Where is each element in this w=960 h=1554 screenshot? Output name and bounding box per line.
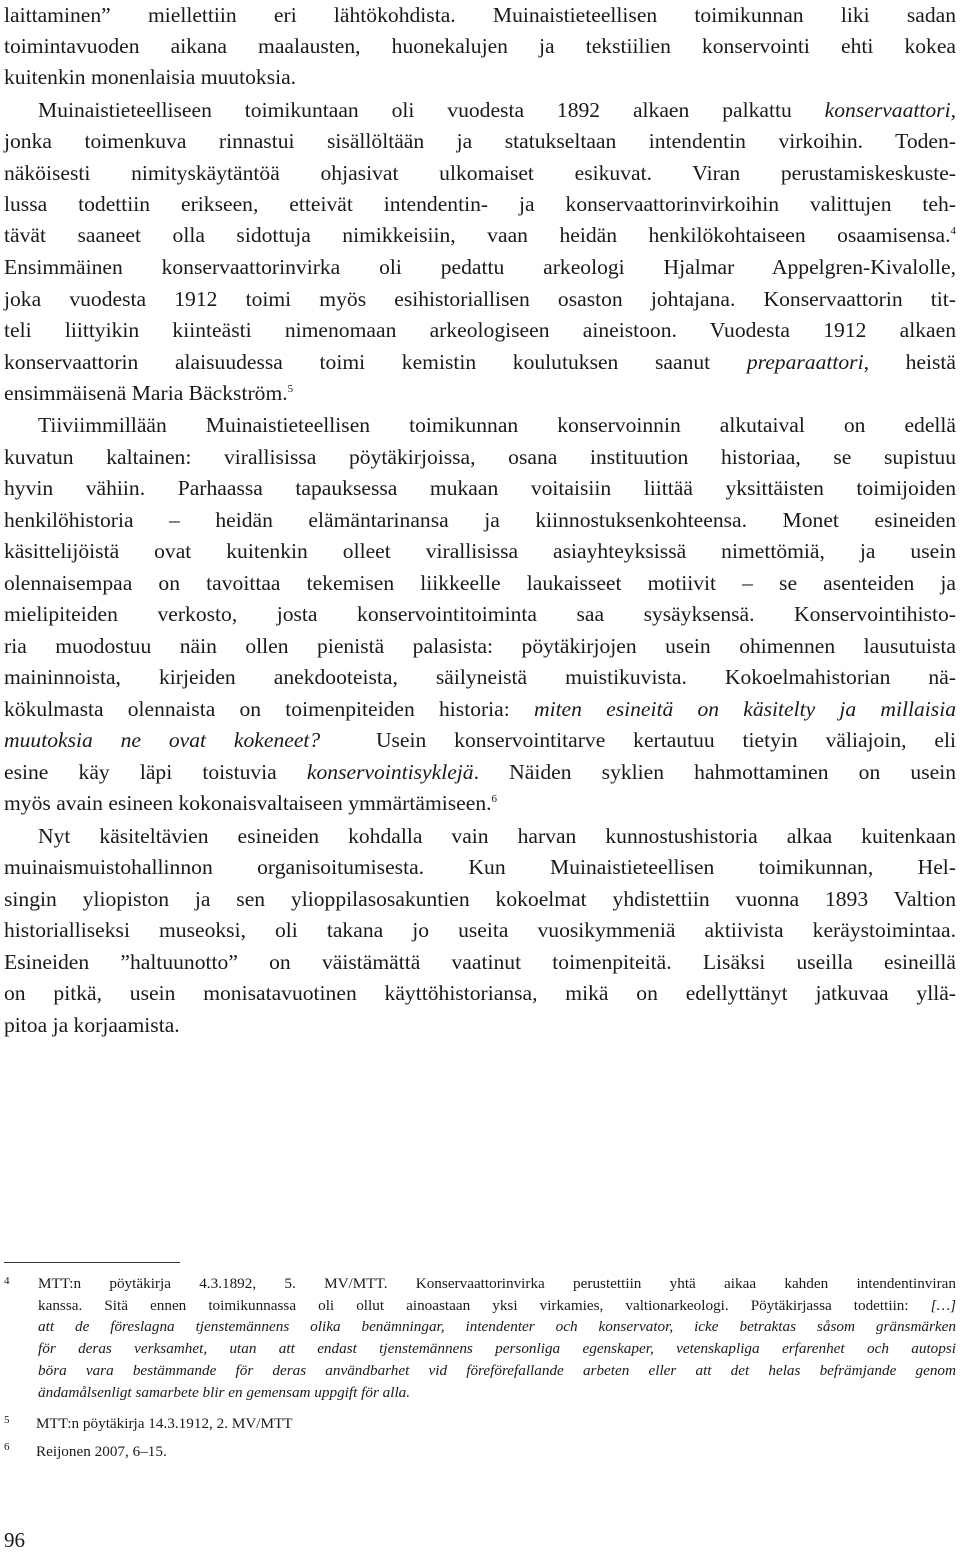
body-line: Esineiden ”haltuunotto” on väistämättä vaatinut toimenpiteitä. Lisäksi useilla esineillä xyxy=(4,950,956,974)
footnote-line xyxy=(38,1384,956,1402)
quoted-swedish: för deras verksamhet, utan att endast tjenstemännens personliga egenskaper, vetenskapliga erfarenhet och autopsi xyxy=(38,1340,956,1357)
body-line: muinaismuistohallinnon organisoitumisesta. Kun Muinaistieteellisen toimikunnan, Hel- xyxy=(4,855,956,879)
body-line: laittaminen” miellettiin eri lähtökohdista. Muinaistieteellisen toimikunnan liki sadan xyxy=(4,3,956,27)
body-line: Ensimmäinen konservaattorinvirka oli pedattu arkeologi Hjalmar Appelgren-Kivalolle, xyxy=(4,255,956,279)
body-line: joka vuodesta 1912 toimi myös esihistoriallisen osaston johtajana. Konservaattorin tit- xyxy=(4,287,956,311)
italic-question: miten esineitä on käsitelty ja millaisia xyxy=(533,697,956,721)
ellipsis-bracket: […] xyxy=(930,1297,956,1314)
body-line: kuitenkin monenlaisia muutoksia. xyxy=(4,65,297,89)
body-line: kuvatun kaltainen: virallisissa pöytäkirjoissa, osana instituution historiaa, se supistuu xyxy=(4,445,956,469)
footnote-ref: 4 xyxy=(950,225,956,237)
body-line: hyvin vähiin. Parhaassa tapauksessa mukaan voitaisiin liittää yksittäisten toimijoiden xyxy=(4,476,956,500)
footnote-line: MTT:n pöytäkirja 14.3.1912, 2. MV/MTT xyxy=(36,1415,293,1432)
body-line: lussa todettiin erikseen, etteivät intendentin- ja konservaattorinvirkoihin valittujen teh- xyxy=(4,192,956,216)
footnote-line: MTT:n pöytäkirja 4.3.1892, 5. MV/MTT. Konservaattorinvirka perustettiin yhtä aikaa kahden intendentinviran xyxy=(38,1275,956,1292)
footnote-ref: 6 xyxy=(491,793,498,805)
italic-term: konservaattori, xyxy=(824,98,956,122)
body-line: näköisesti nimityskäytäntöä ohjasivat ulkomaiset esikuvat. Viran perustamiskeskuste- xyxy=(4,161,956,185)
footnote-line xyxy=(38,1340,956,1358)
footnote-line xyxy=(38,1318,956,1336)
body-line: henkilöhistoria – heidän elämäntarinansa ja kiinnostuksenkohteensa. Monet esineiden xyxy=(4,508,956,532)
body-line: pitoa ja korjaamista. xyxy=(4,1013,180,1037)
footnote-line xyxy=(38,1362,956,1380)
footnote-line: kanssa. Sitä ennen toimikunnassa oli ollut ainoastaan yksi virkamies, valtionarkeologi. Pöytäkirjassa todettiin: […] xyxy=(38,1297,956,1314)
quoted-swedish: ändamålsenligt samarbete blir en gemensam uppgift för alla. xyxy=(38,1384,411,1401)
body-line: jonka toimenkuva rinnastui sisällöltään ja statukseltaan intendentin virkoihin. Toden- xyxy=(4,129,956,153)
body-line: konservaattorin alaisuudessa toimi kemistin koulutuksen saanut preparaattori, heistä xyxy=(4,350,957,374)
body-line: käsittelijöistä ovat kuitenkin olleet virallisissa asiayhteyksissä nimettömiä, ja usein xyxy=(4,539,956,563)
body-line: tävät saaneet olla sidottuja nimikkeisiin, vaan heidän henkilökohtaiseen osaamisensa.$^4$ xyxy=(4,223,956,247)
body-line: Tiiviimmillään Muinaistieteellisen toimikunnan konservoinnin alkutaival on edellä xyxy=(38,413,956,437)
body-line: on pitkä, usein monisatavuotinen käyttöhistoriansa, mikä on edellyttänyt jatkuvaa yllä- xyxy=(4,981,956,1005)
body-line: muutoksia ne ovat kokeneet? Usein konservointitarve kertautuu tietyin väliajoin, eli xyxy=(4,728,956,752)
footnote-number: 4 xyxy=(4,1275,10,1287)
quoted-swedish: att de föreslagna tjenstemännens olika benämningar, intendenter och konservator, icke betraktas såsom gränsmärken xyxy=(38,1318,956,1335)
body-line: ria muodostuu näin ollen pienistä palasista: pöytäkirjojen usein ohimennen lausutuista xyxy=(4,634,956,658)
footnote-divider xyxy=(4,1262,180,1263)
body-line: maininnoista, kirjeiden anekdooteista, säilyneistä muistikuvista. Kokoelmahistorian nä- xyxy=(4,665,956,689)
body-line: olennaisempaa on tavoittaa tekemisen liikkeelle laukaisseet motiivit – se asenteiden ja xyxy=(4,571,956,595)
italic-question: muutoksia ne ovat kokeneet? xyxy=(4,728,321,752)
body-line: teli liittyikin kiinteästi nimenomaan arkeologiseen aineistoon. Vuodesta 1912 alkaen xyxy=(4,318,956,342)
footnote-ref: 5 xyxy=(287,383,294,395)
body-line: singin yliopiston ja sen ylioppilasosakuntien kokoelmat yhdistettiin vuonna 1893 Valtion xyxy=(4,887,956,911)
body-line: toimintavuoden aikana maalausten, huonekalujen ja tekstiilien konservointi ehti kokea xyxy=(4,34,956,58)
body-line: myös avain esineen kokonaisvaltaiseen ymmärtämiseen.$^6$ xyxy=(4,791,498,815)
quoted-swedish: böra vara bestämmande för deras användbarhet vid föreförefallande arbeten eller att det helas befrämjande genom xyxy=(38,1362,956,1379)
page-number: 96 xyxy=(4,1528,25,1552)
body-line: Nyt käsiteltävien esineiden kohdalla vain harvan kunnostushistoria alkaa kuitenkaan xyxy=(38,824,956,848)
footnote-line: Reijonen 2007, 6–15. xyxy=(36,1443,167,1460)
italic-term: preparaattori xyxy=(746,350,864,374)
footnote-number: 6 xyxy=(4,1441,10,1453)
body-line: historialliseksi museoksi, oli takana jo useita vuosikymmeniä aktiivista keräystoimintaa. xyxy=(4,918,956,942)
footnote-number: 5 xyxy=(4,1414,10,1426)
body-line: ensimmäisenä Maria Bäckström.$^5$ xyxy=(4,381,294,405)
italic-term: konservointisyklejä xyxy=(306,760,474,784)
body-line: mielipiteiden verkosto, josta konservointitoiminta saa sysäyksensä. Konservointihisto- xyxy=(4,602,956,626)
body-line: Muinaistieteelliseen toimikuntaan oli vuodesta 1892 alkaen palkattu konservaattori, xyxy=(38,98,956,122)
body-line: kökulmasta olennaista on toimenpiteiden historia: miten esineitä on käsitelty ja millaisia xyxy=(4,697,956,721)
body-line: esine käy läpi toistuvia konservointisyklejä. Näiden syklien hahmottaminen on usein xyxy=(4,760,956,784)
